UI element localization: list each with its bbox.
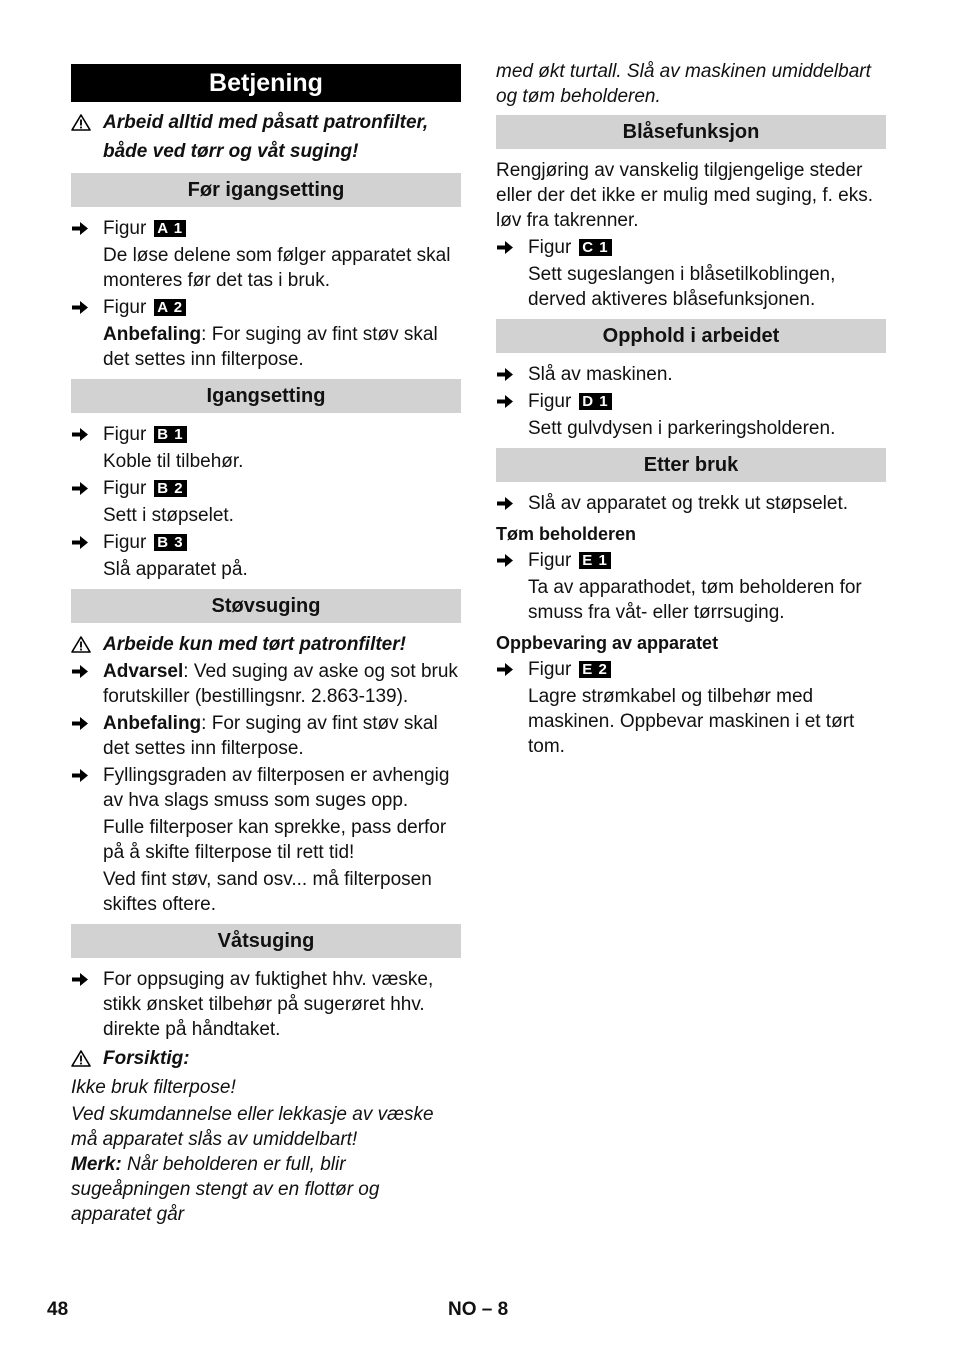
list-item — [496, 362, 886, 387]
arrow-right-icon — [72, 768, 88, 783]
note-text — [71, 1152, 461, 1227]
list-item — [71, 967, 461, 1042]
section-heading-igangsetting: Igangsetting — [71, 379, 461, 413]
warning-icon — [71, 1050, 91, 1067]
list-item — [71, 763, 461, 813]
note-body: Når beholderen er full, blir sugeåpningen stengt av en flottør og apparatet går — [71, 1154, 380, 1225]
item-text: : For suging av fint støv skal det settes inn filterpose. — [103, 713, 438, 759]
arrow-right-icon — [72, 972, 88, 987]
arrow-right-icon — [497, 240, 513, 255]
item-text: Slå av apparatet og trekk ut støpselet. — [528, 493, 849, 514]
section-heading-blasefunksjon: Blåsefunksjon — [496, 115, 886, 149]
section-heading-for-igangsetting: Før igangsetting — [71, 173, 461, 207]
arrow-right-icon — [497, 496, 513, 511]
item-description: De løse delene som følger apparatet skal monteres før det tas i bruk. — [103, 245, 451, 291]
list-item — [71, 659, 461, 709]
item-description: Ved fint støv, sand osv... må filterposen skiftes oftere. — [103, 869, 432, 915]
warning-note — [71, 1046, 461, 1071]
recommendation-text: : For suging av fint støv skal det settes inn filterpose. — [103, 324, 438, 370]
subheading-tom-beholderen: Tøm beholderen — [496, 524, 637, 544]
note-continuation: med økt turtall. Slå av maskinen umiddelbart og tøm beholderen. — [496, 61, 871, 107]
arrow-right-icon — [497, 662, 513, 677]
item-description: Koble til tilbehør. — [103, 451, 244, 472]
left-column — [71, 58, 461, 1227]
figure-label: Figur — [528, 550, 572, 571]
arrow-right-icon — [497, 394, 513, 409]
figure-badge: B 1 — [154, 426, 186, 443]
arrow-right-icon — [497, 367, 513, 382]
list-item — [71, 530, 461, 555]
figure-label: Figur — [103, 478, 147, 499]
item-description — [71, 322, 461, 372]
section-page-label: NO – 8 — [448, 1299, 509, 1320]
figure-badge: A 1 — [154, 220, 186, 237]
list-item — [496, 657, 886, 682]
section-heading-stovsuging: Støvsuging — [71, 589, 461, 623]
figure-badge: D 1 — [579, 393, 611, 410]
figure-badge: C 1 — [579, 239, 611, 256]
list-item — [71, 295, 461, 320]
item-text: Slå av maskinen. — [528, 364, 673, 385]
page-title: Betjening — [71, 64, 461, 102]
list-item — [496, 548, 886, 573]
list-item — [496, 491, 886, 516]
subheading-oppbevaring: Oppbevaring av apparatet — [496, 633, 719, 653]
item-description: Fulle filterposer kan sprekke, pass derfor på å skifte filterpose til rett tid! — [103, 817, 447, 863]
arrow-right-icon — [72, 535, 88, 550]
list-item — [496, 389, 886, 414]
item-description: Slå apparatet på. — [103, 559, 248, 580]
figure-badge: B 2 — [154, 480, 186, 497]
figure-label: Figur — [103, 297, 147, 318]
figure-badge: E 1 — [579, 552, 611, 569]
item-description: Sett sugeslangen i blåsetilkoblingen, derved aktiveres blåsefunksjonen. — [528, 264, 836, 310]
item-description: Sett i støpselet. — [103, 505, 234, 526]
list-item — [71, 216, 461, 241]
figure-label: Figur — [528, 659, 572, 680]
recommendation-label: Anbefaling — [103, 713, 202, 734]
warning-note — [71, 110, 461, 166]
warning-note — [71, 632, 461, 657]
note-label: Merk: — [71, 1154, 122, 1175]
warning-icon — [71, 636, 91, 653]
list-item — [71, 711, 461, 761]
figure-badge: E 2 — [579, 661, 611, 678]
warning-text: Forsiktig: — [103, 1048, 190, 1069]
warning-text: Arbeide kun med tørt patronfilter! — [103, 634, 406, 655]
warning-icon — [71, 114, 91, 131]
list-item — [71, 476, 461, 501]
item-description: Lagre strømkabel og tilbehør med maskinen. Oppbevar maskinen i et tørt tom. — [528, 686, 855, 757]
caution-text: Ved skumdannelse eller lekkasje av væske må apparatet slås av umiddelbart! — [71, 1104, 434, 1150]
figure-badge: A 2 — [154, 299, 186, 316]
section-intro: Rengjøring av vanskelig tilgjengelige steder eller der det ikke er mulig med suging, f. eks. løv fra takrenner. — [496, 160, 874, 231]
figure-label: Figur — [528, 391, 572, 412]
figure-label: Figur — [103, 532, 147, 553]
page-number: 48 — [47, 1299, 69, 1320]
figure-label: Figur — [103, 218, 147, 239]
section-heading-opphold-i-arbeidet: Opphold i arbeidet — [496, 319, 886, 353]
item-text: For oppsuging av fuktighet hhv. væske, stikk ønsket tilbehør på sugerøret hhv. direkte på håndtaket. — [103, 969, 434, 1040]
list-item — [496, 235, 886, 260]
warning-text: Arbeid alltid med påsatt patronfilter, både ved tørr og våt suging! — [103, 112, 429, 162]
item-description: Sett gulvdysen i parkeringsholderen. — [528, 418, 836, 439]
warning-label: Advarsel — [103, 661, 184, 682]
item-text: Fyllingsgraden av filterposen er avhengig av hva slags smuss som suges opp. — [103, 765, 450, 811]
arrow-right-icon — [72, 221, 88, 236]
list-item — [71, 422, 461, 447]
arrow-right-icon — [72, 300, 88, 315]
figure-label: Figur — [103, 424, 147, 445]
section-heading-etter-bruk: Etter bruk — [496, 448, 886, 482]
right-column — [496, 58, 886, 761]
figure-badge: B 3 — [154, 534, 186, 551]
recommendation-label: Anbefaling — [103, 324, 202, 345]
arrow-right-icon — [72, 481, 88, 496]
figure-label: Figur — [528, 237, 572, 258]
arrow-right-icon — [72, 427, 88, 442]
arrow-right-icon — [72, 716, 88, 731]
section-heading-vatsuging: Våtsuging — [71, 924, 461, 958]
arrow-right-icon — [497, 553, 513, 568]
item-description: Ta av apparathodet, tøm beholderen for smuss fra våt- eller tørrsuging. — [528, 577, 862, 623]
caution-text: Ikke bruk filterpose! — [71, 1077, 236, 1098]
arrow-right-icon — [72, 664, 88, 679]
item-text: : Ved suging av aske og sot bruk forutskiller (bestillingsnr. 2.863-139). — [103, 661, 458, 707]
